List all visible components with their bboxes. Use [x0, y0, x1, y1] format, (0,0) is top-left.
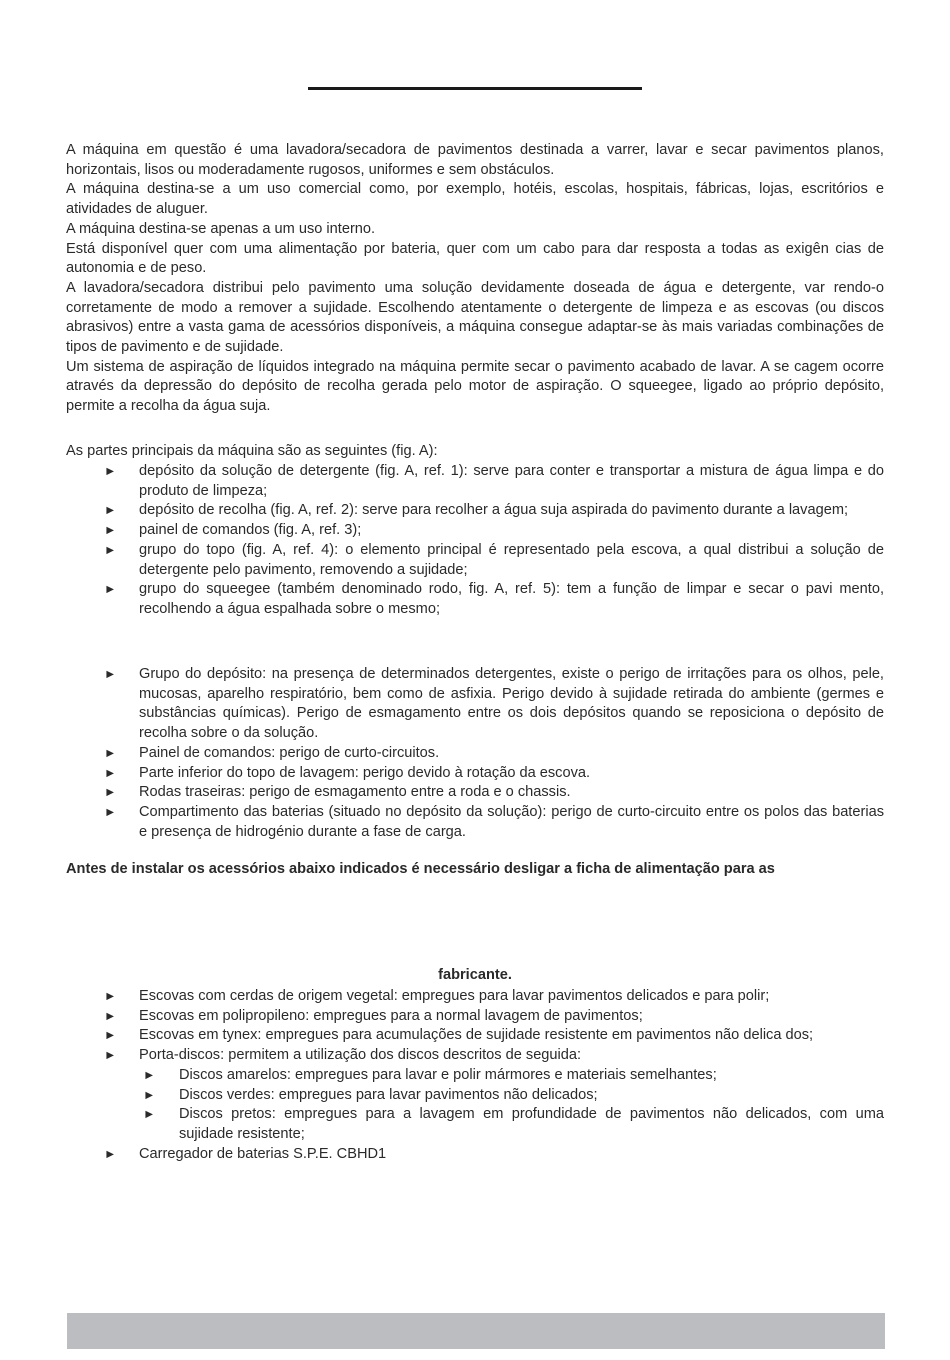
arrow-bullet-icon: ►: [104, 745, 117, 760]
list-item-text: Grupo do depósito: na presença de determinados detergentes, existe o perigo de irritações para os olhos, pele, mucosas, aparelho respiratório, bem como de asfixia. Perigo devido à sujidade retirada do ambiente (germes e substâncias químicas). Perigo de esmagamento entre os dois depósitos quando se reposiciona o depósito de recolha sobre o da solução.: [139, 666, 884, 742]
list-item: [66, 462, 884, 501]
intro-paragraph: Está disponível quer com uma alimentação por bateria, quer com um cabo para dar resposta a todas as exigên cias de autonomia e de peso.: [66, 240, 884, 277]
list-item-text: grupo do topo (fig. A, ref. 4): o elemento principal é representado pela escova, a qual distribui a solução de detergente pelo pavimento, removendo a sujidade;: [139, 541, 884, 578]
arrow-bullet-icon: ►: [104, 765, 117, 780]
arrow-bullet-icon: ►: [104, 804, 117, 819]
list-item: [66, 1046, 884, 1145]
list-item: [66, 665, 884, 744]
list-item-text: Escovas em polipropileno: empregues para a normal lavagem de pavimentos;: [139, 1007, 643, 1024]
intro-paragraph: A máquina destina-se apenas a um uso interno.: [66, 220, 376, 237]
list-item-text: Rodas traseiras: perigo de esmagamento entre a roda e o chassis.: [139, 784, 571, 801]
arrow-bullet-icon: ►: [143, 1107, 156, 1122]
intro-section: [66, 141, 884, 417]
sublist-item: [139, 1105, 884, 1144]
list-item-text: Discos pretos: empregues para a lavagem em profundidade de pavimentos não delicados, com uma sujidade resistente;: [179, 1106, 884, 1142]
list-item-text: Compartimento das baterias (situado no depósito da solução): perigo de curto-circuito entre os polos das baterias e presença de hidrogénio durante a fase de carga.: [139, 803, 884, 840]
list-item-text: Discos amarelos: empregues para lavar e polir mármores e materiais semelhantes;: [179, 1066, 717, 1083]
list-item: [66, 1007, 884, 1027]
warning-text: Antes de instalar os acessórios abaixo indicados é necessário desligar a ficha de alimentação para as: [66, 861, 775, 877]
arrow-bullet-icon: ►: [104, 785, 117, 800]
parts-intro: As partes principais da máquina são as seguintes (fig. A):: [66, 443, 438, 459]
arrow-bullet-icon: ►: [104, 1028, 117, 1043]
list-item: [66, 744, 884, 764]
arrow-bullet-icon: ►: [104, 542, 117, 557]
list-item-text: depósito da solução de detergente (fig. A, ref. 1): serve para conter e transportar a mistura de água limpa e do produto de limpeza;: [139, 463, 884, 499]
list-item: [66, 1026, 884, 1046]
parts-list: [66, 462, 884, 620]
intro-paragraph: A lavadora/secadora distribui pelo pavimento uma solução devidamente doseada de água e detergente, var rendo-o corretamente de modo a remover a sujidade. Escolhendo atentamente o detergente de limpeza e as escovas (ou discos abrasivos) entre a vasta gama de acessórios disponíveis, a máquina consegue adaptar-se às mais variadas combinações de tipos de pavimento e de sujidade.: [66, 279, 884, 356]
list-item: [66, 1145, 884, 1165]
intro-paragraph: A máquina destina-se a um uso comercial como, por exemplo, hotéis, escolas, hospitais, fábricas, lojas, escritórios e atividades de aluguer.: [66, 181, 884, 218]
arrow-bullet-icon: ►: [104, 1008, 117, 1023]
list-item: [66, 764, 884, 784]
list-item-text: Escovas com cerdas de origem vegetal: empregues para lavar pavimentos delicados e para polir;: [139, 988, 770, 1004]
list-item-text: Porta-discos: permitem a utilização dos discos descritos de seguida:: [139, 1047, 582, 1064]
list-item: [66, 580, 884, 619]
list-item-text: painel de comandos (fig. A, ref. 3);: [139, 522, 362, 539]
sublist-item: [139, 1086, 884, 1106]
title-underline: [308, 87, 642, 90]
arrow-bullet-icon: ►: [104, 582, 117, 597]
sublist-item: [139, 1066, 884, 1086]
warning-continuation: fabricante.: [438, 967, 512, 983]
arrow-bullet-icon: ►: [143, 1067, 156, 1082]
list-item: [66, 521, 884, 541]
arrow-bullet-icon: ►: [104, 989, 117, 1003]
arrow-bullet-icon: ►: [143, 1087, 156, 1102]
list-item-text: Parte inferior do topo de lavagem: perigo devido à rotação da escova.: [139, 764, 591, 781]
arrow-bullet-icon: ►: [104, 667, 117, 681]
arrow-bullet-icon: ►: [104, 523, 117, 538]
list-item: [66, 541, 884, 580]
footer-bar: [67, 1313, 885, 1349]
list-item: [66, 783, 884, 803]
list-item: [66, 501, 884, 521]
hazard-list: [66, 665, 884, 842]
list-item-text: Painel de comandos: perigo de curto-circuitos.: [139, 744, 440, 761]
list-item-text: depósito de recolha (fig. A, ref. 2): serve para recolher a água suja aspirada do pavimento durante a lavagem;: [139, 502, 849, 519]
arrow-bullet-icon: ►: [104, 1048, 117, 1063]
accessories-list: [66, 987, 884, 1164]
list-item-text: Escovas em tynex: empregues para acumulações de sujidade resistente em pavimentos não delica dos;: [139, 1027, 814, 1044]
list-item: [66, 987, 884, 1007]
arrow-bullet-icon: ►: [104, 503, 117, 518]
list-item-text: Carregador de baterias S.P.E. CBHD1: [139, 1145, 387, 1162]
arrow-bullet-icon: ►: [104, 464, 117, 478]
arrow-bullet-icon: ►: [104, 1146, 117, 1161]
intro-paragraph: Um sistema de aspiração de líquidos integrado na máquina permite secar o pavimento acabado de lavar. A se cagem ocorre através da depressão do depósito de recolha gerada pelo motor de aspiração. O squeegee, ligado ao próprio depósito, permite a recolha da água suja.: [66, 358, 884, 415]
intro-paragraph: A máquina em questão é uma lavadora/secadora de pavimentos destinada a varrer, lavar e secar pavimentos planos, horizontais, lisos ou moderadamente rugosos, uniformes e sem obstáculos.: [66, 142, 884, 178]
list-item: [66, 803, 884, 842]
discs-sublist: [139, 1066, 884, 1145]
list-item-text: grupo do squeegee (também denominado rodo, fig. A, ref. 5): tem a função de limpar e secar o pavi mento, recolhendo a água espalhada sobre o mesmo;: [139, 581, 884, 617]
list-item-text: Discos verdes: empregues para lavar pavimentos não delicados;: [179, 1086, 598, 1103]
